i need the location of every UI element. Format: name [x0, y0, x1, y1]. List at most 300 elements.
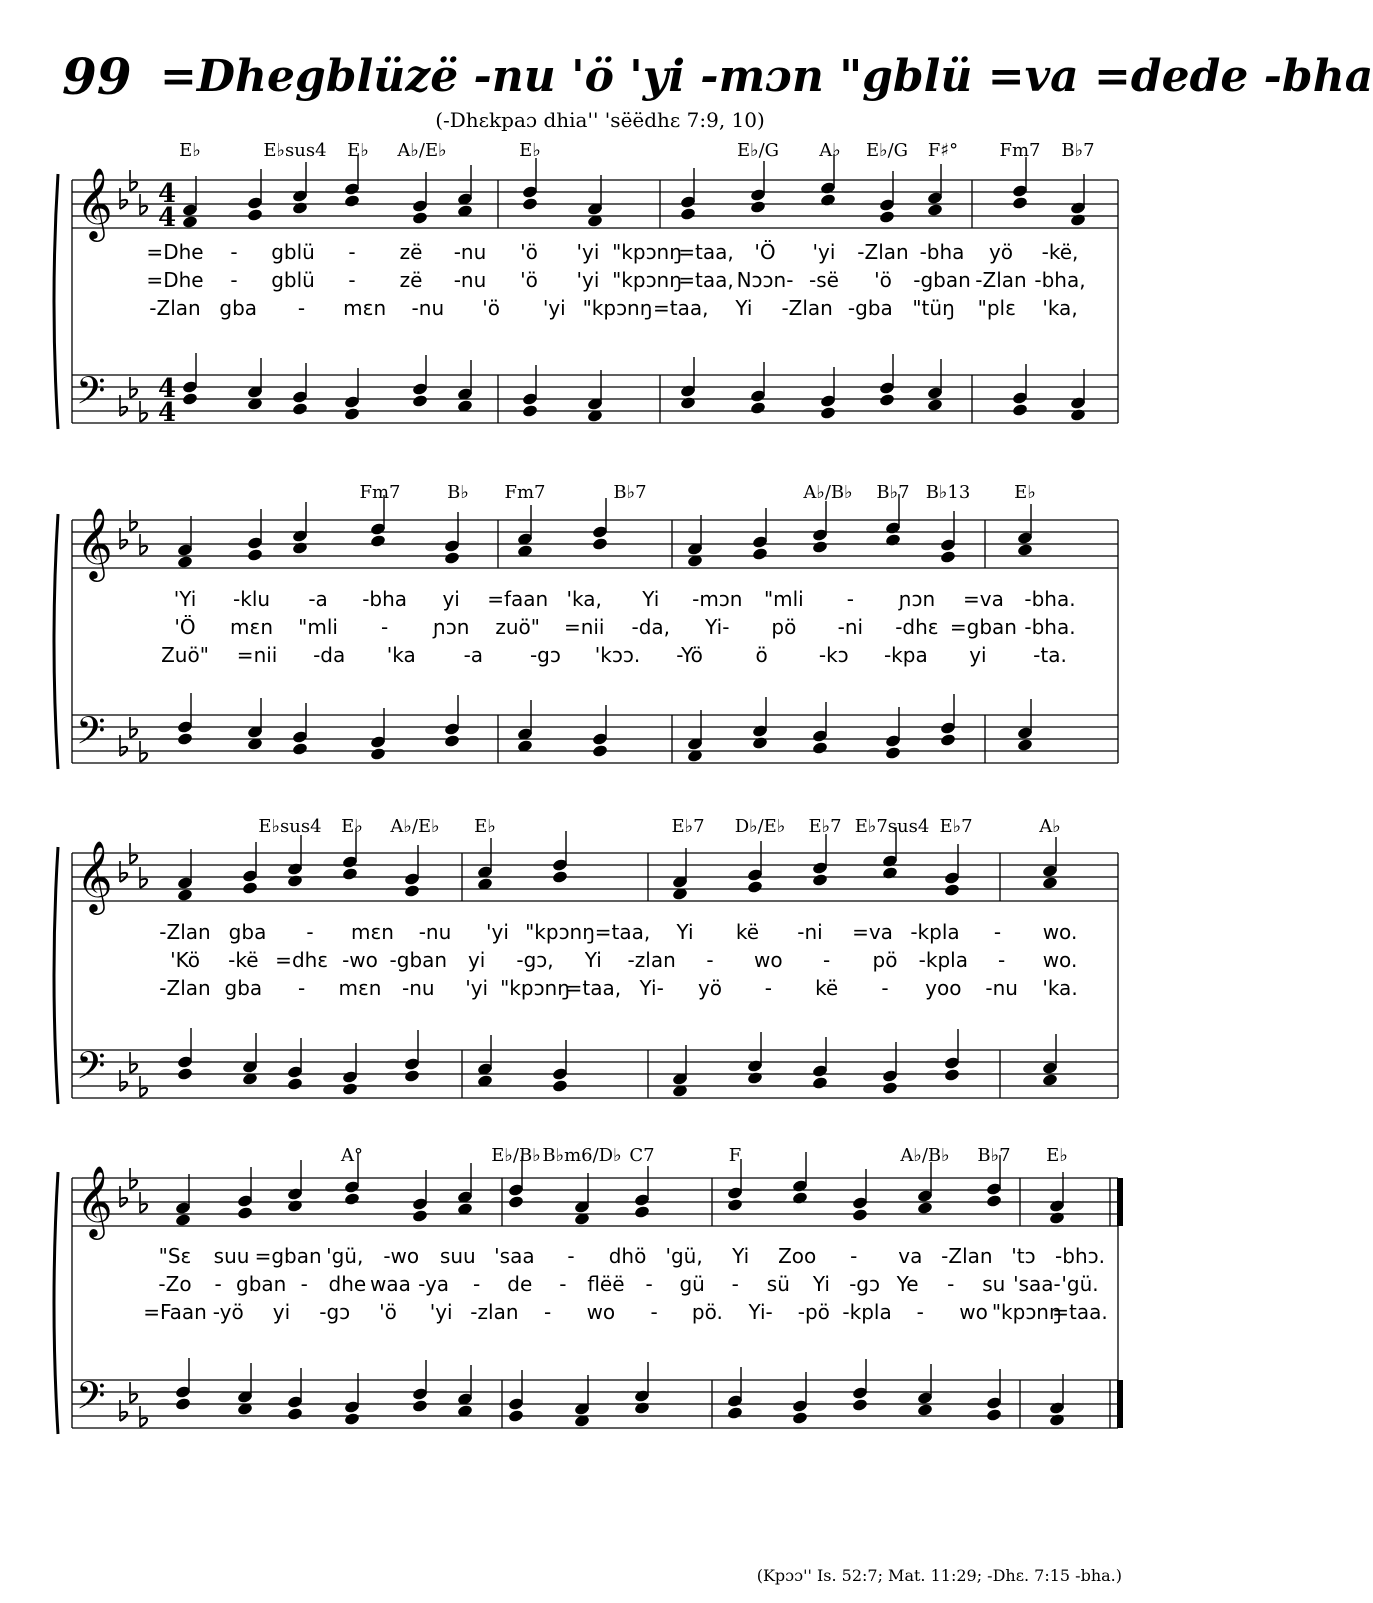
- lyric-verse-2: =dhɛ: [275, 948, 329, 972]
- note-chord: [944, 844, 961, 897]
- note-chord: [687, 710, 704, 763]
- lyric-verse-3: =Faan: [143, 1300, 207, 1324]
- lyric-verse-2: -së: [809, 268, 839, 292]
- lyric-verse-3: Yi: [735, 296, 753, 320]
- lyric-verse-1: =Dhe: [146, 240, 204, 264]
- lyric-verse-3: yoo: [925, 976, 962, 1000]
- lyric-verse-3: -: [297, 296, 306, 320]
- chord-symbol: E♭7sus4: [854, 816, 930, 837]
- lyric-verse-1: wo.: [1042, 920, 1078, 944]
- note-chord: [812, 501, 829, 554]
- note-chord: [287, 1160, 304, 1213]
- note-chord: [292, 363, 309, 416]
- lyric-verse-2: yi: [467, 948, 486, 972]
- lyric-verse-1: zë: [399, 240, 423, 264]
- note-chord: [634, 1166, 651, 1219]
- chord-symbol: B♭7: [613, 482, 647, 503]
- note-chord: [344, 1373, 361, 1426]
- note-chord: [727, 1159, 744, 1212]
- lyric-verse-1: =gban: [254, 1244, 322, 1268]
- lyric-verse-2: -gɔ: [849, 1272, 880, 1296]
- lyric-verse-1: -bha: [362, 587, 408, 611]
- note-chord: [177, 1028, 194, 1081]
- lyric-verse-1: -: [230, 240, 238, 264]
- hymn-subtitle: (-Dhɛkpaɔ dhia'' 'sëëdhɛ 7:9, 10): [435, 108, 765, 132]
- time-signature-bottom: 4: [158, 398, 177, 428]
- chord-symbol: B♭m6/D♭: [542, 1145, 622, 1166]
- lyric-verse-1: 'yi: [486, 920, 509, 944]
- lyric-verse-1: -bha: [919, 240, 965, 264]
- system-bracket: [54, 847, 58, 1104]
- system-bracket: [54, 514, 58, 769]
- lyric-verse-1: -Zlan: [159, 920, 211, 944]
- chord-symbol: A♭/E♭: [397, 140, 447, 161]
- lyric-verse-1: 'yi: [812, 240, 836, 264]
- note-chord: [634, 1362, 651, 1415]
- lyric-verse-1: =va: [852, 920, 893, 944]
- scripture-references: (Kpɔɔ'' Is. 52:7; Mat. 11:29; -Dhɛ. 7:15 -bha.): [756, 1566, 1122, 1585]
- lyric-verse-1: =va: [963, 587, 1004, 611]
- note-chord: [812, 702, 829, 755]
- lyric-verse-1: "mli: [763, 587, 804, 611]
- note-chord: [1049, 1172, 1066, 1225]
- chord-symbol: E♭7: [939, 816, 973, 837]
- lyric-verse-3: "tüŋ: [912, 296, 955, 320]
- lyric-verse-2: pö: [872, 948, 898, 972]
- lyric-verse-1: -Zlan: [941, 1244, 993, 1268]
- lyric-verse-1: Zoo: [778, 1244, 817, 1268]
- lyric-verse-1: -: [306, 920, 314, 944]
- lyric-verse-1: -Zlan: [857, 240, 909, 264]
- treble-clef-icon: 𝄞: [76, 166, 113, 239]
- lyric-verse-1: 'gü,: [326, 1244, 364, 1268]
- lyric-verse-1: gba: [228, 920, 267, 944]
- lyric-verse-3: -a: [463, 643, 484, 667]
- lyric-verse-1: Yi: [732, 1244, 750, 1268]
- lyric-verse-2: Yi-: [705, 615, 730, 639]
- lyric-verse-1: 'Yi: [173, 587, 197, 611]
- chord-symbol: D♭/E♭: [734, 816, 786, 837]
- bass-clef-icon: 𝄢: [76, 368, 106, 422]
- lyric-verse-3: 'ö: [482, 296, 500, 320]
- lyric-verse-1: -bhɔ.: [1055, 1244, 1105, 1268]
- note-chord: [812, 834, 829, 887]
- lyric-verse-1: suu: [213, 1244, 250, 1268]
- lyric-verse-3: "kpɔnŋ: [991, 1300, 1062, 1324]
- lyric-verse-2: -ni: [837, 615, 864, 639]
- note-chord: [927, 164, 944, 217]
- note-chord: [680, 168, 697, 221]
- note-chord: [247, 509, 264, 562]
- lyric-verse-1: kë: [735, 920, 760, 944]
- lyric-verse-2: Ye: [896, 1272, 919, 1296]
- chord-symbol: B♭13: [925, 482, 971, 503]
- note-chord: [1070, 369, 1087, 422]
- note-chord: [552, 1040, 569, 1093]
- treble-staff: [72, 1164, 1118, 1240]
- lyric-verse-3: Zuö": [161, 643, 209, 667]
- lyric-verse-3: gba: [224, 976, 263, 1000]
- score-system: [0, 130, 1200, 450]
- lyric-verse-2: -bha.: [1024, 615, 1076, 639]
- lyric-verse-2: 'Kö: [170, 948, 200, 972]
- lyric-verse-1: yö: [988, 240, 1014, 264]
- chord-symbol: E♭/G: [865, 140, 909, 161]
- lyric-verse-3: -: [916, 1300, 924, 1324]
- lyric-verse-1: -nu: [418, 920, 452, 944]
- note-chord: [287, 1368, 304, 1421]
- score-system: [0, 808, 1200, 1128]
- lyric-verse-3: 'ka,: [1042, 296, 1078, 320]
- lyric-verse-2: -: [559, 1272, 567, 1296]
- lyric-verse-1: -: [993, 920, 1002, 944]
- lyric-verse-3: 'ka: [386, 643, 416, 667]
- note-chord: [747, 841, 764, 894]
- note-chord: [917, 1162, 934, 1215]
- lyric-verse-1: 'ka,: [566, 587, 602, 611]
- chord-symbol: Fm7: [504, 482, 546, 503]
- note-chord: [927, 359, 944, 412]
- lyric-verse-1: -: [846, 587, 854, 611]
- lyric-verse-2: -Zo: [158, 1272, 192, 1296]
- note-chord: [242, 842, 259, 895]
- note-chord: [444, 695, 461, 748]
- lyric-verse-3: -nu: [985, 976, 1018, 1000]
- lyric-verse-3: -kpa: [883, 643, 928, 667]
- lyric-verse-3: gba: [219, 296, 258, 320]
- note-chord: [412, 1360, 429, 1413]
- note-chord: [344, 368, 361, 421]
- chord-symbol: E♭: [1014, 482, 1036, 503]
- note-chord: [292, 162, 309, 215]
- lyric-verse-2: su: [982, 1272, 1006, 1296]
- lyric-verse-3: Yi-: [639, 976, 664, 1000]
- treble-staff: [72, 839, 1118, 915]
- system-bracket: [54, 174, 58, 429]
- lyric-verse-2: 'yi: [576, 268, 600, 292]
- chord-symbol: A♭/B♭: [900, 1145, 950, 1166]
- lyric-verse-3: -yö: [212, 1300, 244, 1324]
- lyric-verse-2: 'Ö: [174, 615, 196, 639]
- lyric-verse-2: mɛn: [230, 615, 274, 639]
- lyric-verse-3: -ta.: [1033, 643, 1067, 667]
- lyric-verse-2: 'ö: [874, 268, 892, 292]
- lyric-verse-3: -Zlan: [159, 976, 211, 1000]
- lyric-verse-2: wo.: [1042, 948, 1078, 972]
- note-chord: [574, 1173, 591, 1226]
- lyric-verse-2: -nu: [453, 268, 487, 292]
- chord-symbol: E♭: [179, 140, 201, 161]
- lyric-verse-2: -: [998, 948, 1006, 972]
- lyric-verse-1: Yi: [676, 920, 694, 944]
- chord-symbol: E♭7: [808, 816, 842, 837]
- lyric-verse-1: va: [898, 1244, 923, 1268]
- lyric-verse-3: -nu: [411, 296, 445, 320]
- lyric-verse-1: -kpla: [910, 920, 960, 944]
- lyric-verse-2: -: [214, 1272, 222, 1296]
- lyric-verse-3: -da: [313, 643, 346, 667]
- lyric-verse-2: =nii: [563, 615, 605, 639]
- lyric-verse-2: -: [706, 948, 714, 972]
- lyric-verse-3: wo: [586, 1300, 616, 1324]
- lyric-verse-1: mɛn: [351, 920, 394, 944]
- lyric-verse-3: -gɔ: [319, 1300, 351, 1324]
- chord-symbol: A♭: [1039, 816, 1061, 837]
- time-signature-top: 4: [158, 179, 177, 209]
- lyric-verse-2: -: [381, 615, 389, 639]
- note-chord: [1042, 837, 1059, 890]
- lyric-verse-3: 'ö: [379, 1300, 397, 1324]
- lyric-verse-2: =Dhe: [146, 268, 204, 292]
- note-chord: [175, 1174, 192, 1227]
- lyric-verse-1: gblü: [271, 240, 315, 264]
- lyric-verse-3: -gba: [847, 296, 893, 320]
- lyric-verse-2: Yi: [584, 948, 602, 972]
- lyric-verse-3: -gɔ: [529, 643, 561, 667]
- note-chord: [986, 1369, 1003, 1422]
- note-chord: [940, 511, 957, 564]
- lyric-verse-2: -: [947, 1272, 955, 1296]
- lyric-verse-3: -zlan: [470, 1300, 519, 1324]
- lyric-verse-3: 'yi: [465, 976, 489, 1000]
- lyric-verse-2: 'ö: [520, 268, 538, 292]
- lyric-verse-2: -wo: [342, 948, 378, 972]
- lyric-verse-1: 'yi: [576, 240, 600, 264]
- chord-symbol: E♭/G: [736, 140, 780, 161]
- chord-symbol: C7: [629, 1145, 655, 1166]
- lyric-verse-2: 'gü.: [1061, 1272, 1099, 1296]
- lyric-verse-3: -Zlan: [781, 296, 833, 320]
- note-chord: [1012, 364, 1029, 417]
- lyric-verse-1: =faan: [487, 587, 549, 611]
- lyric-verse-3: -Yö: [676, 643, 703, 667]
- note-chord: [1012, 157, 1029, 210]
- note-chord: [404, 1030, 421, 1083]
- note-chord: [508, 1370, 525, 1423]
- lyric-verse-2: gü: [679, 1272, 705, 1296]
- treble-clef-icon: 𝄞: [76, 506, 113, 579]
- chord-symbol: B♭: [447, 482, 469, 503]
- lyric-verse-1: 'gü,: [665, 1244, 703, 1268]
- lyric-verse-1: -mɔn: [692, 587, 743, 611]
- lyric-verse-3: =taa.: [1052, 1300, 1108, 1324]
- chord-symbol: A°: [341, 1145, 363, 1166]
- lyric-verse-1: suu: [439, 1244, 476, 1268]
- lyric-verse-1: "kpɔnŋ: [525, 920, 595, 944]
- lyric-verse-2: waa: [370, 1272, 411, 1296]
- lyric-verse-1: 'tɔ: [1011, 1244, 1036, 1268]
- lyric-verse-1: -ni: [797, 920, 823, 944]
- lyric-verse-2: -ya: [418, 1272, 450, 1296]
- lyric-verse-2: -: [300, 1272, 308, 1296]
- lyric-verse-3: -kɔ: [818, 643, 849, 667]
- bass-staff: [72, 1043, 1118, 1098]
- note-chord: [879, 354, 896, 407]
- lyric-verse-2: -da,: [631, 615, 671, 639]
- lyric-verse-3: -Zlan: [149, 296, 201, 320]
- lyric-verse-3: -: [544, 1300, 552, 1324]
- bass-clef-icon: 𝄢: [76, 1043, 106, 1097]
- lyric-verse-2: =gban: [949, 615, 1017, 639]
- lyric-verse-3: mɛn: [338, 976, 382, 1000]
- lyric-verse-1: "Sɛ: [158, 1244, 192, 1268]
- lyric-verse-2: -gban: [389, 948, 448, 972]
- chord-symbol: F♯°: [927, 140, 959, 161]
- note-chord: [944, 1029, 961, 1082]
- lyric-verse-1: =taa,: [678, 240, 734, 264]
- chord-symbol: B♭7: [1061, 140, 1095, 161]
- lyric-verse-1: 'ö: [520, 240, 538, 264]
- time-signature-top: 4: [158, 374, 177, 404]
- lyric-verse-3: =taa,: [652, 296, 709, 320]
- lyric-verse-1: -nu: [453, 240, 487, 264]
- lyric-verse-3: 'kɔɔ.: [594, 643, 641, 667]
- note-chord: [680, 357, 697, 410]
- lyric-verse-2: zuö": [495, 615, 540, 639]
- lyric-verse-2: -bha,: [1034, 268, 1086, 292]
- lyric-verse-3: "plɛ: [977, 296, 1016, 320]
- lyric-verse-2: gblü: [271, 268, 315, 292]
- note-chord: [522, 158, 539, 211]
- note-chord: [175, 1358, 192, 1411]
- note-chord: [370, 708, 387, 761]
- note-chord: [342, 1043, 359, 1096]
- note-chord: [1017, 504, 1034, 557]
- lyric-verse-2: -: [645, 1272, 653, 1296]
- note-chord: [522, 365, 539, 418]
- note-chord: [247, 169, 264, 222]
- lyric-verse-2: Nɔɔn-: [736, 268, 794, 292]
- note-chord: [247, 698, 264, 751]
- lyric-verse-2: -gɔ,: [516, 948, 554, 972]
- note-chord: [182, 176, 199, 229]
- note-chord: [940, 694, 957, 747]
- lyric-verse-1: -bha.: [1024, 587, 1076, 611]
- note-chord: [592, 705, 609, 758]
- note-chord: [852, 1359, 869, 1412]
- lyric-verse-1: 'Ö: [754, 240, 776, 264]
- note-chord: [750, 362, 767, 415]
- lyric-verse-1: "kpɔnŋ: [612, 240, 682, 264]
- lyric-verse-3: 'yi: [542, 296, 566, 320]
- lyric-verse-2: Yi: [812, 1272, 830, 1296]
- hymn-title: =Dhegblüzë -nu 'ö 'yi -mɔn "gblü =va =dede -bha: [160, 51, 1373, 102]
- lyric-verse-1: Yi: [642, 587, 660, 611]
- chord-symbol: B♭7: [876, 482, 910, 503]
- note-chord: [1042, 1034, 1059, 1087]
- lyric-verse-3: =nii: [236, 643, 278, 667]
- lyric-verse-2: pö: [771, 615, 797, 639]
- chord-symbol: E♭: [341, 816, 363, 837]
- lyric-verse-2: -Zlan: [975, 268, 1027, 292]
- lyric-verse-3: -nu: [402, 976, 435, 1000]
- chord-symbol: B♭7: [977, 1145, 1011, 1166]
- lyric-verse-1: -: [567, 1244, 575, 1268]
- note-chord: [552, 831, 569, 884]
- note-chord: [592, 498, 609, 551]
- lyric-verse-3: -: [764, 976, 772, 1000]
- note-chord: [574, 1375, 591, 1428]
- lyric-verse-1: =taa,: [594, 920, 651, 944]
- note-chord: [242, 1033, 259, 1086]
- note-chord: [287, 835, 304, 888]
- lyric-verse-2: gban: [236, 1272, 287, 1296]
- note-chord: [672, 1045, 689, 1098]
- lyric-verse-3: ö: [755, 643, 768, 667]
- note-chord: [177, 516, 194, 569]
- lyric-verse-3: 'yi: [429, 1300, 453, 1324]
- time-signature-bottom: 4: [158, 203, 177, 233]
- bass-clef-icon: 𝄢: [76, 708, 106, 762]
- note-chord: [237, 1363, 254, 1416]
- note-chord: [344, 155, 361, 208]
- lyric-verse-2: "mli: [298, 615, 338, 639]
- lyric-verse-2: -: [348, 268, 356, 292]
- lyric-verse-3: wo: [959, 1300, 988, 1324]
- lyric-verse-3: =taa,: [565, 976, 622, 1000]
- lyric-verse-3: -kpla: [842, 1300, 892, 1324]
- chord-symbol: E♭: [519, 140, 541, 161]
- lyric-verse-3: -pö: [797, 1300, 830, 1324]
- lyric-verse-3: pö.: [691, 1300, 723, 1324]
- lyric-verse-1: 'saa: [494, 1244, 535, 1268]
- chord-symbol: Fm7: [359, 482, 401, 503]
- note-chord: [292, 703, 309, 756]
- note-chord: [412, 355, 429, 408]
- lyric-verse-3: -: [881, 976, 889, 1000]
- note-chord: [182, 353, 199, 406]
- lyric-verse-2: sü: [766, 1272, 790, 1296]
- score-system: [0, 470, 1200, 790]
- note-chord: [852, 1169, 869, 1222]
- lyric-verse-2: "kpɔnŋ: [612, 268, 682, 292]
- note-chord: [752, 697, 769, 750]
- note-chord: [750, 161, 767, 214]
- lyric-verse-1: -wo: [383, 1244, 420, 1268]
- chord-symbol: A♭/E♭: [390, 816, 440, 837]
- note-chord: [727, 1367, 744, 1420]
- lyric-verse-3: mɛn: [343, 296, 387, 320]
- lyric-verse-2: -dhɛ: [895, 615, 939, 639]
- chord-symbol: F: [728, 1145, 742, 1166]
- lyric-verse-2: flëë: [587, 1272, 625, 1296]
- note-chord: [177, 849, 194, 902]
- lyric-verse-3: yi: [969, 643, 987, 667]
- note-chord: [687, 515, 704, 568]
- treble-clef-icon: 𝄞: [76, 1164, 113, 1237]
- lyric-verse-3: 'ka.: [1042, 976, 1078, 1000]
- lyric-verse-2: zë: [399, 268, 423, 292]
- chord-symbol: E♭7: [671, 816, 705, 837]
- chord-symbol: E♭sus4: [263, 140, 327, 161]
- lyric-verse-1: dhö: [608, 1244, 647, 1268]
- note-chord: [672, 848, 689, 901]
- lyric-verse-1: -kë,: [1041, 240, 1079, 264]
- note-chord: [587, 370, 604, 423]
- note-chord: [879, 171, 896, 224]
- score-system: [0, 1140, 1200, 1460]
- lyric-verse-2: -: [731, 1272, 739, 1296]
- note-chord: [1049, 1374, 1066, 1427]
- note-chord: [587, 175, 604, 228]
- lyric-verse-2: -gban: [913, 268, 971, 292]
- lyric-verse-2: dhe: [328, 1272, 367, 1296]
- lyric-verse-2: -kë: [228, 948, 259, 972]
- lyric-verse-1: -: [348, 240, 356, 264]
- lyric-verse-2: -: [823, 948, 831, 972]
- lyric-verse-2: wo: [754, 948, 783, 972]
- lyric-verse-3: "kpɔnŋ: [500, 976, 570, 1000]
